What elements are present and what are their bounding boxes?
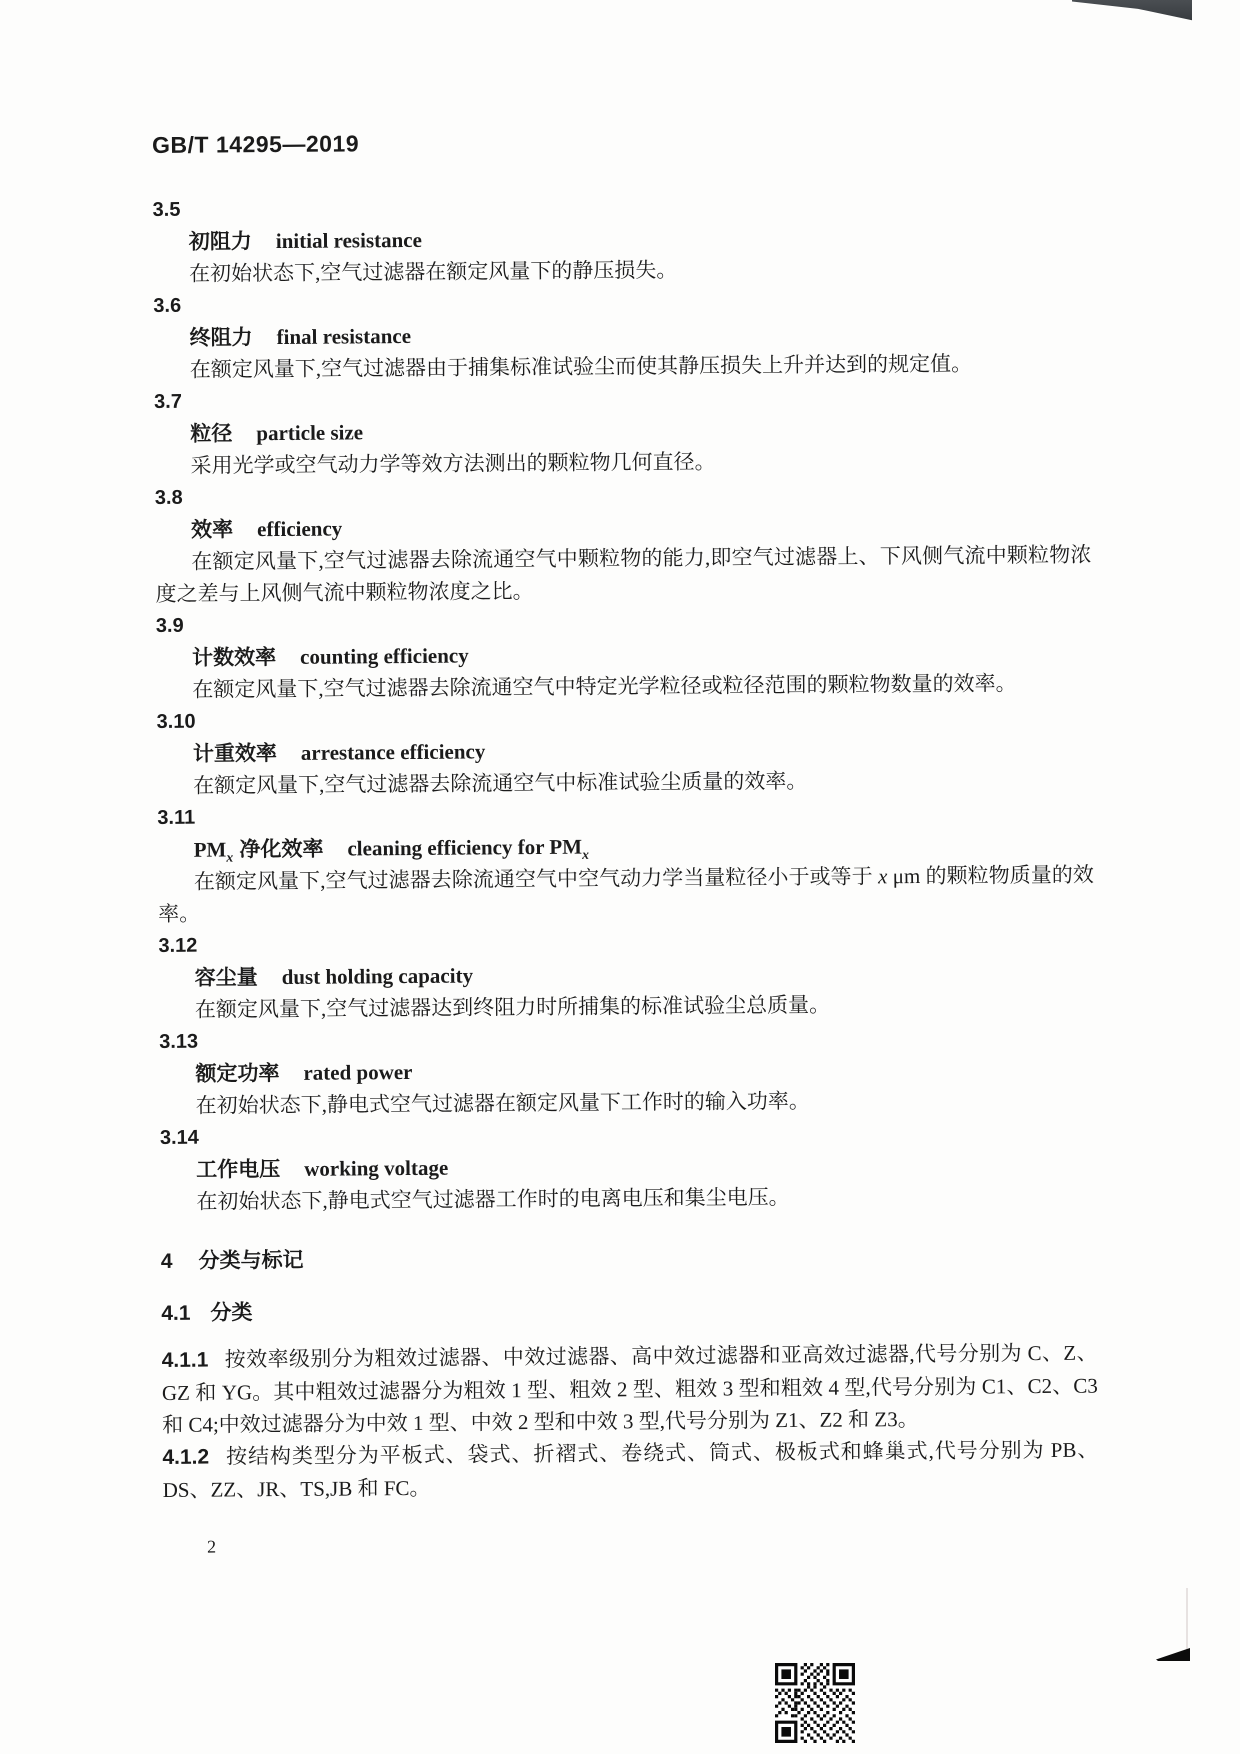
term-zh: 净化效率 — [239, 837, 324, 862]
page-edge-shadow — [1186, 1588, 1188, 1652]
term-zh: 计重效率 — [192, 742, 277, 766]
term-en-text: cleaning efficiency for PM — [347, 834, 583, 861]
term-definition: 在初始状态下,静电式空气过滤器工作时的电离电压和集尘电压。 — [196, 1185, 790, 1214]
clause-number: 3.8 — [154, 486, 183, 509]
terms-section — [152, 187, 1096, 1218]
definition-text: 在额定风量下,空气过滤器去除流通空气中空气动力学当量粒径小于或等于 — [193, 864, 879, 894]
term-definition: 在额定风量下,空气过滤器去除流通空气中颗粒物的能力,即空气过滤器上、下风侧气流中颗粒物浓度之差与上风侧气流中颗粒物浓度之比。 — [155, 542, 1092, 606]
clause-number: 4.1.1 — [161, 1348, 209, 1372]
subscript-x: x — [226, 849, 234, 865]
subsection-number: 4.1 — [161, 1301, 191, 1325]
clause-number: 3.9 — [155, 614, 184, 637]
qr-code — [775, 1663, 855, 1743]
subscript-x: x — [582, 846, 589, 862]
term-zh-latin: PM — [193, 837, 227, 862]
clause-number: 3.11 — [157, 806, 196, 829]
subsection-heading — [161, 1291, 1097, 1330]
term-en: efficiency — [257, 516, 343, 542]
term-definition: 在额定风量下,空气过滤器去除流通空气中标准试验尘质量的效率。 — [193, 768, 808, 798]
subsection-title: 分类 — [210, 1301, 253, 1325]
section-title: 分类与标记 — [198, 1248, 304, 1273]
term-definition: 在额定风量下,空气过滤器达到终阻力时所捕集的标准试验尘总质量。 — [194, 992, 831, 1022]
section-number: 4 — [160, 1249, 173, 1273]
page-number: 2 — [207, 1536, 217, 1557]
clause-number: 3.12 — [158, 934, 198, 957]
definition-text: μm 的颗粒物质量的效率。 — [158, 862, 1094, 926]
term-zh: 容尘量 — [194, 966, 258, 990]
term-en: counting efficiency — [300, 643, 469, 669]
term-en: particle size — [256, 420, 364, 446]
document-number: GB/T 14295—2019 — [152, 130, 360, 158]
term-en: initial resistance — [275, 227, 422, 254]
term-en: rated power — [303, 1059, 413, 1085]
clause-number: 3.10 — [156, 710, 196, 733]
term-zh: 粒径 — [190, 422, 233, 446]
term-en: arrestance efficiency — [300, 739, 486, 765]
term-zh: 工作电压 — [196, 1158, 281, 1182]
term-en: final resistance — [276, 323, 412, 350]
clause-paragraph — [162, 1337, 1099, 1441]
term-zh: 计数效率 — [192, 646, 277, 670]
clause-number: 3.5 — [152, 198, 181, 221]
clause-paragraph — [162, 1434, 1098, 1506]
term-zh: 终阻力 — [189, 326, 253, 350]
term-zh: 初阻力 — [188, 230, 252, 254]
clause-text: 按结构类型分为平板式、袋式、折褶式、卷绕式、筒式、极板式和蜂巢式,代号分别为 PB、DS、ZZ、JR、TS,JB 和 FC。 — [162, 1437, 1099, 1502]
variable-x: x — [877, 864, 888, 889]
term-zh: 额定功率 — [195, 1062, 280, 1086]
term-definition: 采用光学或空气动力学等效方法测出的颗粒物几何直径。 — [190, 449, 716, 478]
page-content — [152, 125, 1099, 1560]
section-heading — [161, 1239, 1097, 1278]
clause-number: 3.7 — [154, 390, 183, 413]
scan-artifact-bottom-right — [1156, 1648, 1190, 1661]
term-en: dust holding capacity — [281, 963, 474, 990]
clause-number: 3.6 — [153, 294, 182, 317]
term-definition: 在初始状态下,静电式空气过滤器在额定风量下工作时的输入功率。 — [195, 1088, 810, 1118]
term-definition: 在初始状态下,空气过滤器在额定风量下的静压损失。 — [189, 257, 678, 286]
clause-number: 3.14 — [159, 1126, 199, 1149]
term-definition — [158, 859, 1094, 930]
clause-number: 3.13 — [159, 1030, 199, 1053]
term-definition: 在额定风量下,空气过滤器去除流通空气中特定光学粒径或粒径范围的颗粒物数量的效率。 — [192, 671, 1017, 702]
clause-number: 4.1.2 — [162, 1445, 210, 1469]
term-definition: 在额定风量下,空气过滤器由于捕集标准试验尘而使其静压损失上升并达到的规定值。 — [189, 351, 973, 382]
term-en: working voltage — [304, 1155, 449, 1181]
clause-text: 按效率级别分为粗效过滤器、中效过滤器、高中效过滤器和亚高效过滤器,代号分别为 C、Z、GZ 和 YG。其中粗效过滤器分为粗效 1 型、粗效 2 型、粗效 3 型和粗效 4 型,代号分别为 C1、C2、C3 和 C4;中效过滤器分为中效 1 型、中效 2 型和中效 3 型,代号分别为 Z1、Z2 和 Z3。 — [161, 1340, 1098, 1437]
term-en — [347, 835, 589, 861]
term-zh: 效率 — [191, 518, 234, 542]
scan-artifact-top-right — [1072, 0, 1192, 26]
